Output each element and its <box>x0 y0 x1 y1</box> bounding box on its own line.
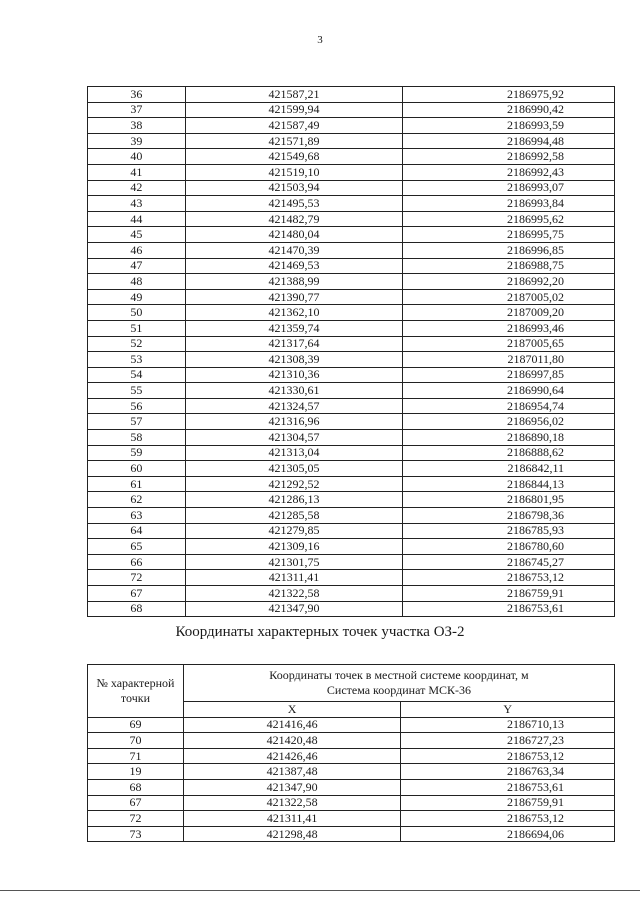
point-number-cell: 42 <box>88 180 186 196</box>
x-coordinate-cell: 421330,61 <box>185 383 403 399</box>
x-coordinate-cell: 421599,94 <box>185 102 403 118</box>
x-coordinate-cell: 421390,77 <box>185 289 403 305</box>
point-number-cell: 73 <box>88 826 184 842</box>
y-coordinate-cell: 2187005,65 <box>403 336 615 352</box>
y-coordinate-cell: 2186993,84 <box>403 196 615 212</box>
table-row <box>88 149 615 165</box>
y-coordinate-cell: 2186753,12 <box>401 748 615 764</box>
table-row <box>88 367 615 383</box>
point-number-cell: 69 <box>88 717 184 733</box>
table-row <box>88 258 615 274</box>
table-row <box>88 445 615 461</box>
page-number: 3 <box>317 34 323 46</box>
table-row <box>88 586 615 602</box>
y-coordinate-cell: 2186694,06 <box>401 826 615 842</box>
y-coordinate-cell: 2186745,27 <box>403 554 615 570</box>
point-number-cell: 39 <box>88 133 186 149</box>
y-coordinate-cell: 2186993,07 <box>403 180 615 196</box>
table-row <box>88 826 615 842</box>
table-row <box>88 102 615 118</box>
y-header: Y <box>401 702 615 718</box>
x-coordinate-cell: 421285,58 <box>185 508 403 524</box>
x-coordinate-cell: 421495,53 <box>185 196 403 212</box>
x-coordinate-cell: 421359,74 <box>185 320 403 336</box>
table-row <box>88 539 615 555</box>
coordinates-table-continued <box>87 86 615 617</box>
table-row <box>88 414 615 430</box>
y-coordinate-cell: 2186995,62 <box>403 211 615 227</box>
point-number-cell: 68 <box>88 779 184 795</box>
x-coordinate-cell: 421310,36 <box>185 367 403 383</box>
x-coordinate-cell: 421480,04 <box>185 227 403 243</box>
x-header: X <box>183 702 400 718</box>
x-coordinate-cell: 421347,90 <box>183 779 400 795</box>
y-coordinate-cell: 2186990,42 <box>403 102 615 118</box>
y-coordinate-cell: 2186890,18 <box>403 430 615 446</box>
y-coordinate-cell: 2186954,74 <box>403 398 615 414</box>
x-coordinate-cell: 421308,39 <box>185 352 403 368</box>
point-number-cell: 62 <box>88 492 186 508</box>
point-number-cell: 63 <box>88 508 186 524</box>
coordinates-header <box>183 665 614 702</box>
x-coordinate-cell: 421426,46 <box>183 748 400 764</box>
x-coordinate-cell: 421416,46 <box>183 717 400 733</box>
y-coordinate-cell: 2186727,23 <box>401 733 615 749</box>
x-coordinate-cell: 421387,48 <box>183 764 400 780</box>
point-number-cell: 59 <box>88 445 186 461</box>
table-row <box>88 211 615 227</box>
table-row <box>88 779 615 795</box>
y-coordinate-cell: 2186842,11 <box>403 461 615 477</box>
bottom-rule <box>0 890 640 891</box>
y-coordinate-cell: 2187005,02 <box>403 289 615 305</box>
point-number-cell: 52 <box>88 336 186 352</box>
table-row <box>88 554 615 570</box>
point-number-cell: 67 <box>88 586 186 602</box>
x-coordinate-cell: 421286,13 <box>185 492 403 508</box>
point-number-cell: 51 <box>88 320 186 336</box>
x-coordinate-cell: 421298,48 <box>183 826 400 842</box>
y-coordinate-cell: 2186759,91 <box>401 795 615 811</box>
point-number-cell: 45 <box>88 227 186 243</box>
table-row <box>88 118 615 134</box>
y-coordinate-cell: 2186990,64 <box>403 383 615 399</box>
table-row <box>88 289 615 305</box>
y-coordinate-cell: 2186763,34 <box>401 764 615 780</box>
y-coordinate-cell: 2186992,58 <box>403 149 615 165</box>
y-coordinate-cell: 2186798,36 <box>403 508 615 524</box>
table-row <box>88 196 615 212</box>
x-coordinate-cell: 421311,41 <box>183 811 400 827</box>
x-coordinate-cell: 421311,41 <box>185 570 403 586</box>
y-coordinate-cell: 2186710,13 <box>401 717 615 733</box>
table-row <box>88 383 615 399</box>
point-number-header: № характерной точки <box>88 665 184 718</box>
y-coordinate-cell: 2186759,91 <box>403 586 615 602</box>
x-coordinate-cell: 421587,21 <box>185 87 403 103</box>
x-coordinate-cell: 421292,52 <box>185 476 403 492</box>
x-coordinate-cell: 421313,04 <box>185 445 403 461</box>
x-coordinate-cell: 421482,79 <box>185 211 403 227</box>
point-number-cell: 49 <box>88 289 186 305</box>
header-row <box>88 665 615 702</box>
table-row <box>88 764 615 780</box>
point-number-cell: 61 <box>88 476 186 492</box>
table-row <box>88 398 615 414</box>
x-coordinate-cell: 421519,10 <box>185 164 403 180</box>
oz2-coordinates-table <box>87 664 615 842</box>
table-row <box>88 492 615 508</box>
y-coordinate-cell: 2186996,85 <box>403 242 615 258</box>
y-coordinate-cell: 2186753,12 <box>401 811 615 827</box>
point-number-cell: 72 <box>88 811 184 827</box>
oz2-table-body <box>88 717 615 842</box>
point-number-cell: 40 <box>88 149 186 165</box>
table-row <box>88 795 615 811</box>
table-row <box>88 811 615 827</box>
x-coordinate-cell: 421316,96 <box>185 414 403 430</box>
y-coordinate-cell: 2186888,62 <box>403 445 615 461</box>
y-coordinate-cell: 2186780,60 <box>403 539 615 555</box>
y-coordinate-cell: 2186844,13 <box>403 476 615 492</box>
y-coordinate-cell: 2186975,92 <box>403 87 615 103</box>
table-row <box>88 336 615 352</box>
point-number-cell: 53 <box>88 352 186 368</box>
table-row <box>88 748 615 764</box>
x-coordinate-cell: 421420,48 <box>183 733 400 749</box>
point-number-cell: 37 <box>88 102 186 118</box>
point-number-cell: 64 <box>88 523 186 539</box>
table-row <box>88 523 615 539</box>
table-row <box>88 430 615 446</box>
x-coordinate-cell: 421304,57 <box>185 430 403 446</box>
x-coordinate-cell: 421324,57 <box>185 398 403 414</box>
table-row <box>88 87 615 103</box>
table-row <box>88 570 615 586</box>
point-number-cell: 72 <box>88 570 186 586</box>
table-row <box>88 305 615 321</box>
point-number-cell: 70 <box>88 733 184 749</box>
table-row <box>88 601 615 617</box>
x-coordinate-cell: 421503,94 <box>185 180 403 196</box>
coordinates-header-line1: Координаты точек в местной системе координат, м <box>269 668 529 682</box>
x-coordinate-cell: 421470,39 <box>185 242 403 258</box>
point-number-cell: 56 <box>88 398 186 414</box>
y-coordinate-cell: 2186801,95 <box>403 492 615 508</box>
y-coordinate-cell: 2186753,61 <box>403 601 615 617</box>
point-number-cell: 57 <box>88 414 186 430</box>
x-coordinate-cell: 421305,05 <box>185 461 403 477</box>
table-row <box>88 352 615 368</box>
x-coordinate-cell: 421301,75 <box>185 554 403 570</box>
y-coordinate-cell: 2186994,48 <box>403 133 615 149</box>
x-coordinate-cell: 421388,99 <box>185 274 403 290</box>
x-coordinate-cell: 421587,49 <box>185 118 403 134</box>
x-coordinate-cell: 421469,53 <box>185 258 403 274</box>
point-number-cell: 47 <box>88 258 186 274</box>
y-coordinate-cell: 2186956,02 <box>403 414 615 430</box>
x-coordinate-cell: 421322,58 <box>183 795 400 811</box>
x-coordinate-cell: 421549,68 <box>185 149 403 165</box>
point-number-cell: 60 <box>88 461 186 477</box>
table-row <box>88 274 615 290</box>
point-number-cell: 55 <box>88 383 186 399</box>
point-number-cell: 19 <box>88 764 184 780</box>
y-coordinate-cell: 2186753,12 <box>403 570 615 586</box>
point-number-cell: 44 <box>88 211 186 227</box>
table-row <box>88 180 615 196</box>
point-number-cell: 66 <box>88 554 186 570</box>
section-title: Координаты характерных точек участка ОЗ-2 <box>175 624 465 640</box>
table-row <box>88 164 615 180</box>
x-coordinate-cell: 421322,58 <box>185 586 403 602</box>
table-row <box>88 476 615 492</box>
point-number-cell: 46 <box>88 242 186 258</box>
y-coordinate-cell: 2187009,20 <box>403 305 615 321</box>
coordinates-header-line2: Система координат МСК-36 <box>326 683 471 697</box>
y-coordinate-cell: 2186992,43 <box>403 164 615 180</box>
point-number-cell: 50 <box>88 305 186 321</box>
y-coordinate-cell: 2187011,80 <box>403 352 615 368</box>
y-coordinate-cell: 2186995,75 <box>403 227 615 243</box>
table-row <box>88 242 615 258</box>
point-number-cell: 41 <box>88 164 186 180</box>
table-row <box>88 133 615 149</box>
table-row <box>88 320 615 336</box>
table-row <box>88 461 615 477</box>
point-number-cell: 71 <box>88 748 184 764</box>
point-number-cell: 58 <box>88 430 186 446</box>
y-coordinate-cell: 2186997,85 <box>403 367 615 383</box>
y-coordinate-cell: 2186993,46 <box>403 320 615 336</box>
y-coordinate-cell: 2186753,61 <box>401 779 615 795</box>
x-coordinate-cell: 421347,90 <box>185 601 403 617</box>
x-coordinate-cell: 421279,85 <box>185 523 403 539</box>
table-row <box>88 508 615 524</box>
table-row <box>88 717 615 733</box>
point-number-cell: 65 <box>88 539 186 555</box>
coordinates-table-body <box>88 87 615 617</box>
x-coordinate-cell: 421309,16 <box>185 539 403 555</box>
point-number-cell: 68 <box>88 601 186 617</box>
y-coordinate-cell: 2186993,59 <box>403 118 615 134</box>
point-number-cell: 43 <box>88 196 186 212</box>
table-row <box>88 227 615 243</box>
point-number-cell: 48 <box>88 274 186 290</box>
point-number-cell: 67 <box>88 795 184 811</box>
x-coordinate-cell: 421317,64 <box>185 336 403 352</box>
y-coordinate-cell: 2186785,93 <box>403 523 615 539</box>
table-row <box>88 733 615 749</box>
x-coordinate-cell: 421571,89 <box>185 133 403 149</box>
y-coordinate-cell: 2186992,20 <box>403 274 615 290</box>
y-coordinate-cell: 2186988,75 <box>403 258 615 274</box>
point-number-cell: 54 <box>88 367 186 383</box>
x-coordinate-cell: 421362,10 <box>185 305 403 321</box>
point-number-cell: 38 <box>88 118 186 134</box>
point-number-cell: 36 <box>88 87 186 103</box>
